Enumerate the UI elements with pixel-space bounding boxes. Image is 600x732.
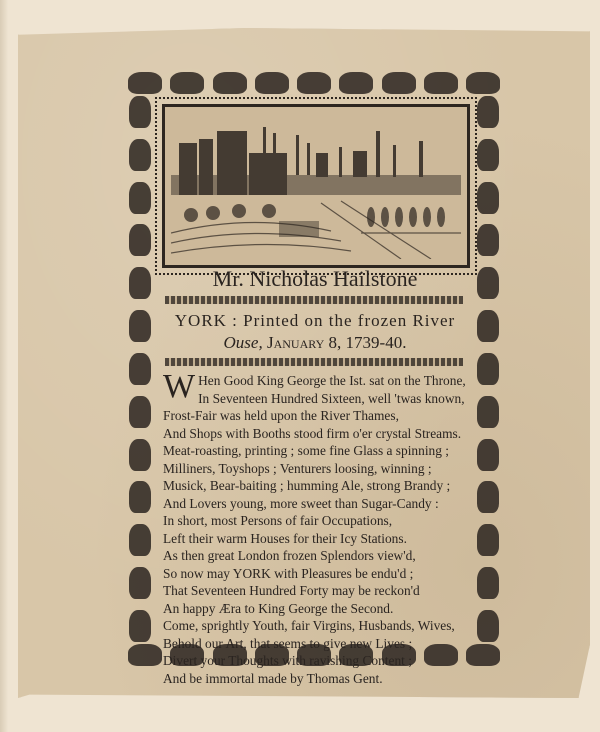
fleuron-icon — [477, 353, 499, 385]
fleuron-icon — [128, 644, 162, 666]
poem-line: And Lovers young, more sweet than Sugar-Candy : — [163, 495, 439, 511]
poem-line: That Seventeen Hundred Forty may be reckon'd — [163, 583, 420, 598]
fleuron-icon — [339, 72, 373, 94]
fleuron-icon — [129, 182, 151, 214]
ornamental-rule — [165, 358, 463, 366]
fleuron-icon — [477, 481, 499, 513]
poem-line: Divert your Thoughts with ravishing Content ; — [163, 653, 412, 668]
fleuron-icon — [129, 224, 151, 256]
poem-line: And be immortal made by Thomas Gent. — [163, 670, 383, 686]
fleuron-icon — [129, 139, 151, 171]
woodcut-frame — [162, 104, 470, 268]
fleuron-icon — [128, 72, 162, 94]
fleuron-icon — [129, 524, 151, 556]
fleuron-icon — [129, 310, 151, 342]
mount-edge — [0, 0, 8, 732]
poem-line: As then great London frozen Splendors view'd, — [163, 548, 416, 563]
fleuron-icon — [297, 72, 331, 94]
fleuron-icon — [170, 72, 204, 94]
fleuron-icon — [129, 353, 151, 385]
poem-line: Musick, Bear-baiting ; humming Ale, strong Brandy ; — [163, 478, 451, 493]
imprint-date: 8, 1739-40. — [328, 333, 407, 352]
poem-line: Behold our Art, that seems to give new Lives ; — [163, 635, 413, 651]
fleuron-icon — [129, 96, 151, 128]
fleuron-icon — [477, 524, 499, 556]
fleuron-icon — [477, 610, 499, 642]
poem-line: Hen Good King George the Ist. sat on the Throne, — [198, 373, 466, 388]
fleuron-icon — [477, 182, 499, 214]
border-right — [476, 96, 500, 642]
fleuron-icon — [477, 396, 499, 428]
fleuron-icon — [477, 139, 499, 171]
fleuron-icon — [477, 567, 499, 599]
fleuron-icon — [382, 72, 416, 94]
broadside-title: Mr. Nicholas Hailstone — [212, 266, 418, 291]
fleuron-icon — [477, 310, 499, 342]
imprint-month: January — [266, 333, 325, 352]
poem-line: In Seventeen Hundred Sixteen, well 'twas known, — [198, 390, 465, 406]
fleuron-icon — [129, 439, 151, 471]
ornamental-rule — [165, 296, 463, 304]
poem-line: So now may YORK with Pleasures be endu'd ; — [163, 565, 414, 581]
drop-cap: W — [163, 368, 196, 405]
imprint-river: Ouse, — [223, 333, 263, 352]
border-left — [128, 96, 152, 642]
poem-line: Meat-roasting, printing ; some fine Glass a spinning ; — [163, 443, 449, 458]
poem-line: Frost-Fair was held upon the River Thames, — [163, 408, 399, 423]
fleuron-icon — [129, 610, 151, 642]
imprint — [160, 310, 470, 354]
border-top — [128, 70, 500, 96]
poem-line: And Shops with Booths stood firm o'er crystal Streams. — [163, 425, 462, 441]
fleuron-icon — [466, 72, 500, 94]
imprint-line-2 — [160, 332, 470, 354]
imprint-line-1: YORK : Printed on the frozen River — [174, 311, 456, 330]
poem-line: In short, most Persons of fair Occupations, — [163, 513, 393, 528]
fleuron-icon — [129, 481, 151, 513]
fleuron-icon — [477, 439, 499, 471]
fleuron-icon — [255, 72, 289, 94]
fleuron-icon — [477, 96, 499, 128]
fleuron-icon — [213, 72, 247, 94]
fleuron-icon — [466, 644, 500, 666]
fleuron-icon — [129, 396, 151, 428]
york-skyline-woodcut-icon — [171, 113, 461, 259]
fleuron-icon — [129, 567, 151, 599]
fleuron-icon — [424, 72, 458, 94]
poem-line: Left their warm Houses for their Icy Stations. — [163, 530, 407, 546]
poem-line: Milliners, Toyshops ; Venturers loosing, winning ; — [163, 460, 432, 476]
poem — [163, 368, 468, 687]
fleuron-icon — [477, 224, 499, 256]
poem-line: Come, sprightly Youth, fair Virgins, Husbands, Wives, — [163, 618, 455, 633]
poem-line: An happy Æra to King George the Second. — [163, 600, 394, 616]
